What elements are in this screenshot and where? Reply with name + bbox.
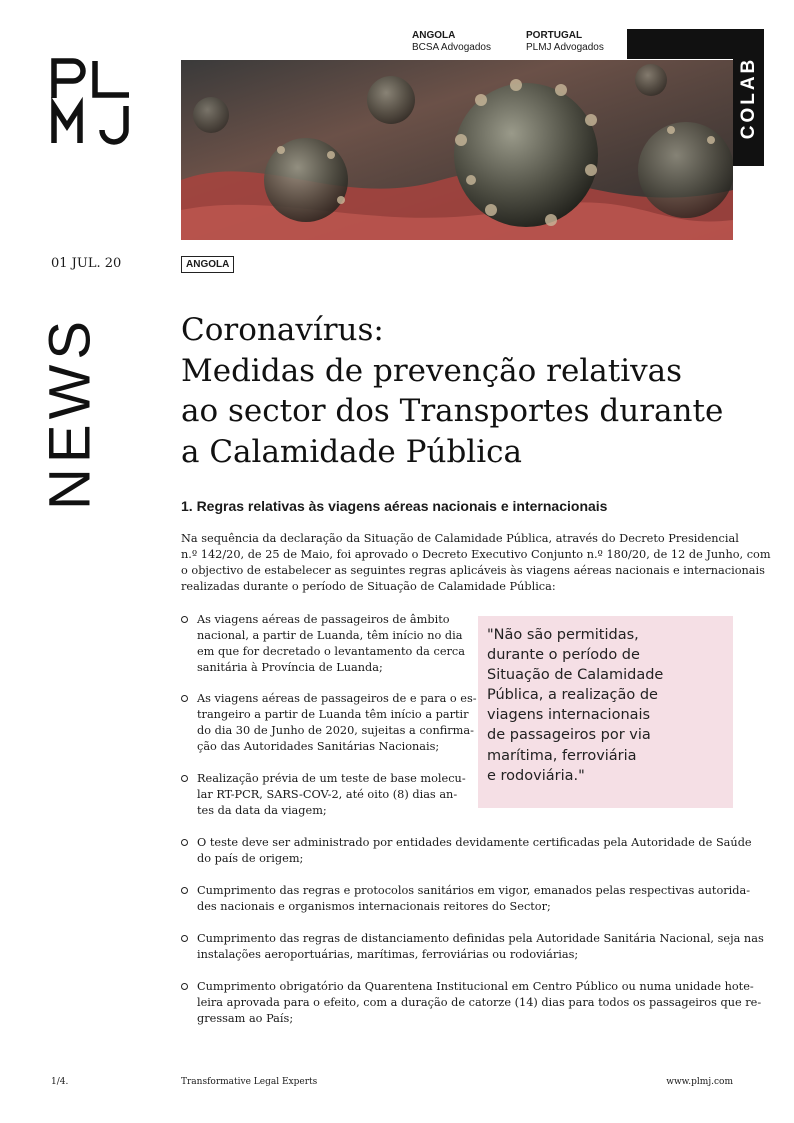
bullet-icon [181,983,188,990]
pull-quote [478,616,733,808]
partner-firm: BCSA Advogados [412,42,491,53]
plmj-logo [51,58,133,146]
quote-line: Pública, a realização de [487,687,658,704]
title-line: a Calamidade Pública [181,433,522,470]
partner-firm: PLMJ Advogados [526,42,604,53]
partner-portugal [526,30,604,54]
quote-line: "Não são permitidas, [487,627,639,643]
intro-line: n.º 142/20, de 25 de Maio, foi aprovado o Decreto Executivo Conjunto n.º 180/20, de 12 de Junho, com [181,548,771,561]
bullet-line: tes da data da viagem; [197,804,327,817]
bullet-line: do dia 30 de Junho de 2020, sujeitas a confirma- [197,724,474,737]
bullet-icon [181,839,188,846]
bullet-icon [181,935,188,942]
bullet-line: instalações aeroportuárias, marítimas, ferroviárias ou rodoviárias; [197,948,579,961]
bullet-line: trangeiro a partir de Luanda têm início a partir [197,708,469,721]
news-label [35,318,105,508]
hero-image [181,60,733,240]
bullet-line: Realização prévia de um teste de base molecu- [197,772,466,785]
bullet-line: Cumprimento obrigatório da Quarentena Institucional em Centro Público ou numa unidade hote- [197,980,754,993]
bullet-line: em que for decretado o levantamento da cerca [197,645,465,658]
news-label-text: NEWS [37,316,103,510]
bullet-line: sanitária à Província de Luanda; [197,661,383,674]
bullet-icon [181,887,188,894]
bullet-line: O teste deve ser administrado por entidades devidamente certificadas pela Autoridade de Saúde [197,836,752,849]
quote-line: Situação de Calamidade [487,667,664,684]
colab-label: COLAB [737,56,759,139]
footer-url-link[interactable]: www.plmj.com [666,1077,733,1087]
bullet-icon [181,616,188,623]
intro-line: realizadas durante o período de Situação de Calamidade Pública: [181,580,556,593]
partner-country: ANGOLA [412,30,456,41]
intro-paragraph [181,531,771,595]
bullet-line: Cumprimento das regras e protocolos sanitários em vigor, emanados pelas respectivas autorida- [197,884,751,897]
publication-date: 01 JUL. 20 [51,256,122,271]
footer-tagline: Transformative Legal Experts [181,1077,318,1087]
title-line: Medidas de prevenção relativas [181,352,683,389]
quote-line: e rodoviária." [487,767,585,784]
partner-country: PORTUGAL [526,30,583,41]
title-line: ao sector dos Transportes durante [181,393,724,429]
bullet-line: nacional, a partir de Luanda, têm início no dia [197,629,463,642]
bullet-line: do país de origem; [197,852,304,865]
bullet-line: ção das Autoridades Sanitárias Nacionais; [197,740,440,753]
section-heading: 1. Regras relativas às viagens aéreas nacionais e internacionais [181,498,608,514]
quote-line: durante o período de [487,647,640,664]
title-line: Coronavírus: [181,312,384,348]
bullet-line: leira aprovada para o efeito, com a duração de catorze (14) dias para todos os passageiros que re- [197,996,762,1009]
bullet-line: As viagens aéreas de passageiros de âmbito [197,613,450,626]
bullet-line: lar RT-PCR, SARS-COV-2, até oito (8) dias an- [197,788,458,801]
quote-line: marítima, ferroviária [487,747,637,764]
bullet-line: As viagens aéreas de passageiros de e para o es- [197,692,477,705]
country-tag: ANGOLA [181,256,234,273]
bullet-line: gressam ao País; [197,1012,294,1025]
bullet-line: Cumprimento das regras de distanciamento definidas pela Autoridade Sanitária Nacional, seja nas [197,932,764,945]
intro-line: Na sequência da declaração da Situação de Calamidade Pública, através do Decreto Presidencial [181,532,739,545]
partner-angola [412,30,491,54]
intro-line: o objectivo de estabelecer as seguintes regras aplicáveis às viagens aéreas nacionais e internacionais [181,564,765,577]
quote-line: viagens internacionais [487,707,651,724]
bullet-icon [181,775,188,782]
page-number: 1/4. [51,1077,69,1087]
bullet-icon [181,695,188,702]
quote-line: de passageiros por via [487,727,651,744]
colab-badge [733,29,764,166]
article-title [181,310,741,472]
bullet-line: des nacionais e organismos internacionais reitores do Sector; [197,900,551,913]
